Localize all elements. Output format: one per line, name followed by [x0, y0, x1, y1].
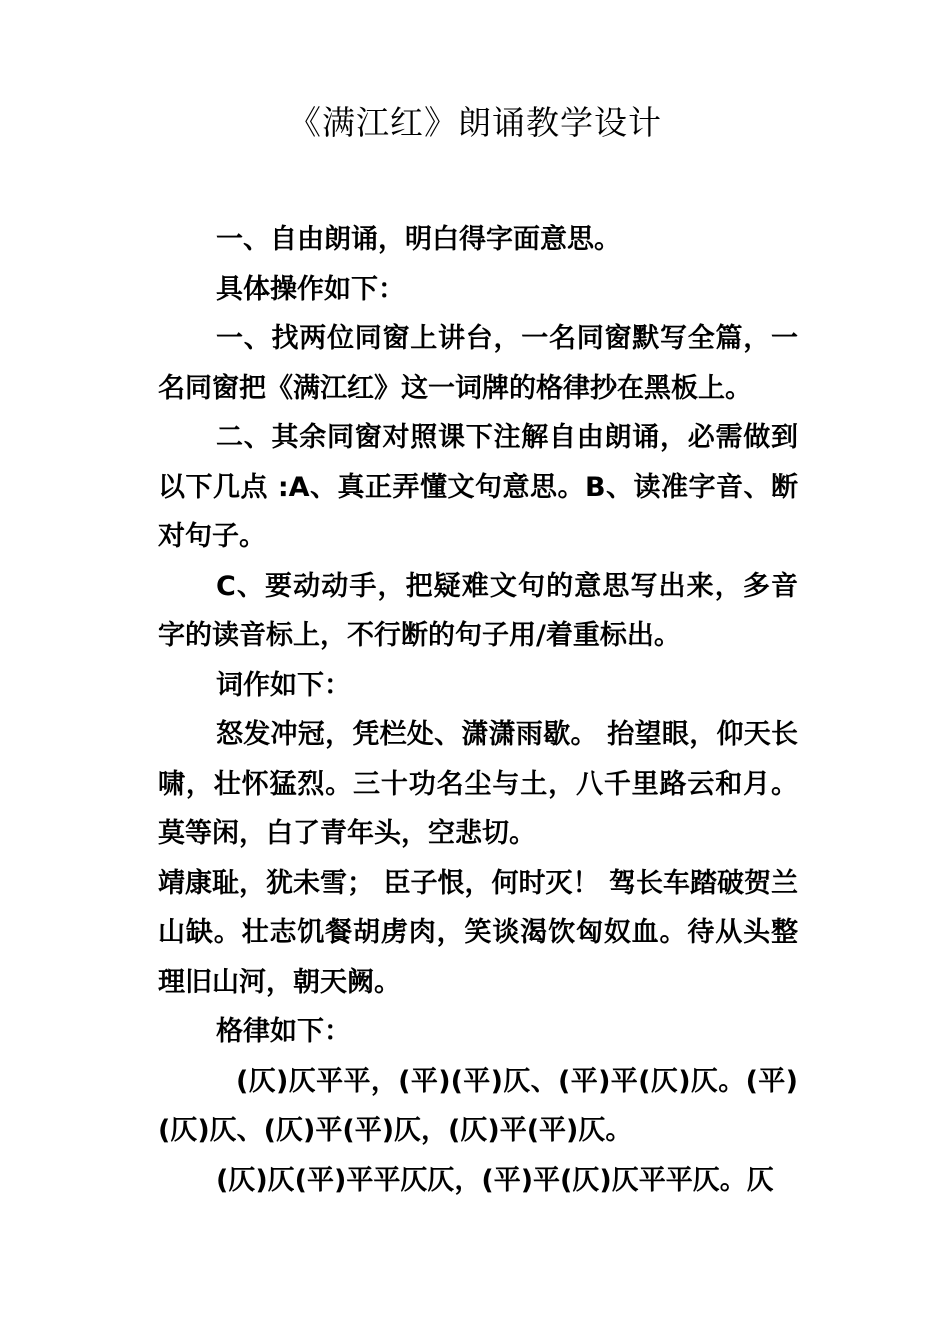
poem-stanza-2: 靖康耻，犹未雪； 臣子恨，何时灭！ 驾长车踏破贺兰山缺。壮志饥餐胡虏肉，笑谈渴饮匈奴血。待从头整理旧山河，朝天阙。 — [158, 867, 798, 998]
paragraph-operation-intro: 具体操作如下： — [216, 273, 405, 305]
paragraph-step-1: 一、找两位同窗上讲台，一名同窗默写全篇，一名同窗把《满江红》这一词牌的格律抄在黑板上。 — [158, 323, 798, 404]
tonal-pattern-line-1: (仄)仄平平，(平)(平)仄、(平)平(仄)仄。(平)(仄)仄、(仄)平(平)仄，(仄)平(平)仄。 — [158, 1065, 798, 1146]
section-heading-1: 一、自由朗诵，明白得字面意思。 — [216, 224, 621, 255]
paragraph-step-c: C、要动动手，把疑难文句的意思写出来，多音字的读音标上，不行断的句子用/着重标出。 — [158, 570, 798, 651]
paragraph-tonal-pattern-intro: 格律如下： — [216, 1016, 351, 1047]
poem-stanza-1: 怒发冲冠，凭栏处、潇潇雨歇。 抬望眼，仰天长啸，壮怀猛烈。三十功名尘与土，八千里路云和月。莫等闲，白了青年头，空悲切。 — [158, 719, 798, 849]
paragraph-poem-intro: 词作如下： — [216, 669, 351, 701]
document-body — [158, 215, 798, 1205]
document-title: 《满江红》朗诵教学设计 — [288, 103, 662, 142]
tonal-pattern-line-2: (仄)仄(平)平平仄仄，(平)平(仄)仄平平仄。仄 — [216, 1164, 774, 1196]
paragraph-step-2: 二、其余同窗对照课下注解自由朗诵，必需做到以下几点 :A、真正弄懂文句意思。B、读准字音、断对句子。 — [158, 422, 798, 552]
